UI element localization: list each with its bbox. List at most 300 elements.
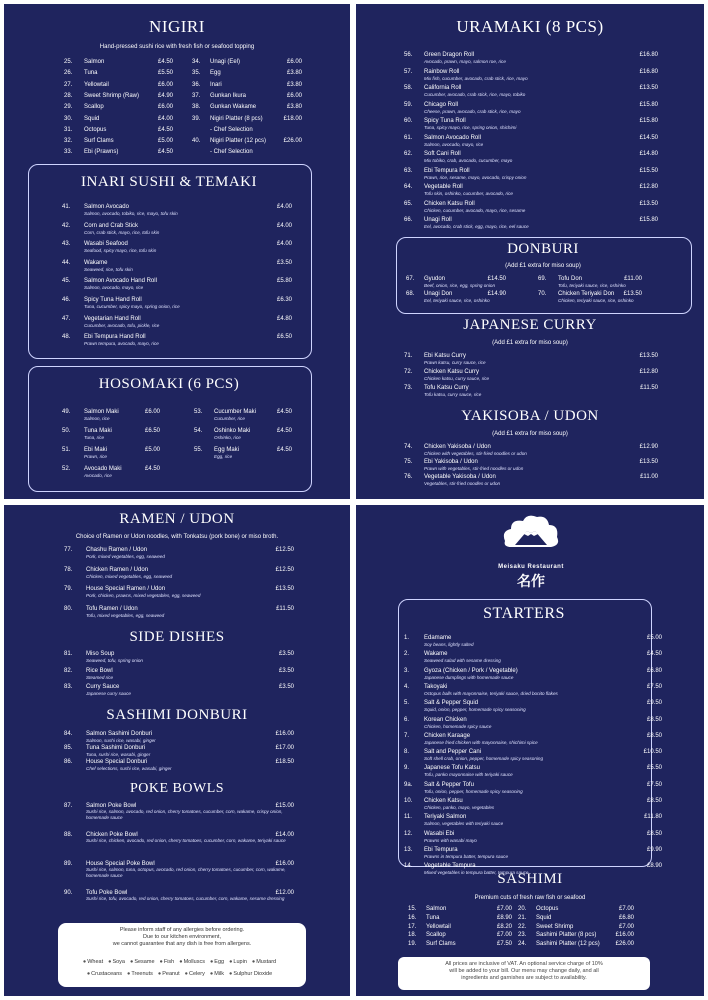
allergen-icon: ●	[108, 959, 112, 965]
item-name: Chashu Ramen / Udon	[86, 547, 148, 553]
item-description: Chicken katsu, curry sauce, rice	[424, 376, 490, 381]
item-price: £14.50	[487, 276, 506, 282]
item-price: £5.50	[157, 70, 173, 77]
menu-item	[408, 915, 512, 922]
item-price: £3.50	[278, 667, 294, 674]
item-number: 87.	[64, 803, 73, 809]
item-price: £6.80	[618, 914, 634, 921]
item-description: Chef selections, sushi rice, wasabi, ginger	[86, 766, 172, 771]
item-number: 64.	[404, 184, 413, 190]
item-description: Salmon, sushi rice, wasabi, ginger	[86, 738, 156, 743]
item-number: 31.	[64, 126, 73, 133]
item-number: 6.	[404, 716, 410, 723]
item-price: £4.50	[276, 409, 292, 415]
item-number: 90.	[64, 890, 73, 896]
item-name: Salmon Avocado Hand Roll	[84, 278, 157, 285]
item-name: Tuna	[84, 70, 98, 77]
item-number: 25.	[64, 59, 73, 65]
item-number: 75.	[404, 459, 413, 465]
item-number: 55.	[194, 447, 203, 453]
item-number: 35.	[192, 70, 201, 77]
menu-item	[64, 684, 294, 698]
item-price: £17.00	[275, 745, 294, 751]
allergen-icon: ●	[159, 959, 163, 965]
item-number: 74.	[404, 444, 413, 450]
sashimi-subtitle: Premium cuts of fresh raw fish or seafood	[474, 895, 586, 901]
item-description: Cucumber, avocado, crab stick, rice, mayo, tobiko	[424, 92, 526, 97]
item-name: Salmon Sashimi Donburi	[86, 731, 153, 737]
item-price: £7.50	[646, 781, 662, 788]
item-description: Mixed vegetables in tempura batter, tempura sauce	[424, 870, 529, 876]
menu-item	[404, 135, 658, 149]
item-name: Oshinko Maki	[214, 428, 251, 434]
item-name: Tofu Katsu Curry	[424, 385, 469, 391]
menu-item	[404, 184, 658, 198]
item-description: Chicken, teriyaki sauce, rice, oshinko	[558, 298, 634, 303]
item-name: Green Dragon Roll	[424, 52, 475, 58]
item-price: £11.00	[640, 474, 658, 480]
menu-item	[64, 116, 173, 123]
menu-item	[64, 547, 294, 561]
item-price: £10.50	[643, 749, 662, 756]
menu-item	[404, 684, 662, 698]
item-number: 42.	[62, 222, 71, 229]
item-price: £8.50	[646, 716, 662, 723]
sashimi-title: SASHIMI	[497, 871, 563, 887]
menu-item	[192, 93, 302, 100]
allergy-line-1: Please inform staff of any allergies before ordering.	[119, 927, 245, 933]
item-name: Tuna Maki	[84, 428, 112, 434]
item-price: £5.00	[157, 138, 173, 145]
item-description: Japanese dumplings with homemade sauce	[424, 674, 514, 680]
item-number: 82.	[64, 667, 73, 674]
item-number: 16.	[408, 914, 417, 921]
menu-item	[192, 104, 302, 111]
item-name: Salmon	[426, 906, 447, 912]
item-number: 83.	[64, 684, 73, 690]
item-number: 52.	[62, 466, 71, 472]
allergen-icon: ●	[229, 971, 233, 977]
item-price: £12.90	[639, 444, 658, 450]
item-name: California Roll	[424, 85, 462, 91]
item-name: Salt & Pepper Squid	[424, 700, 479, 707]
item-price: £12.80	[639, 184, 658, 190]
item-name: Egg	[210, 70, 221, 77]
item-price: £11.00	[624, 276, 642, 282]
item-name: House Special Poke Bowl	[86, 861, 155, 867]
item-price: £3.50	[276, 259, 292, 266]
item-description: Soft shell crab, onion, pepper, homemade spicy seasoning	[424, 756, 543, 762]
allergen-icon: ●	[82, 959, 87, 965]
item-price: £3.80	[286, 104, 302, 111]
item-price: £4.50	[276, 447, 292, 453]
item-price: £8.50	[646, 798, 662, 804]
item-number: 58.	[404, 85, 413, 91]
allergy-notice	[58, 927, 306, 948]
menu-item	[64, 70, 173, 77]
item-name: Scallop	[426, 932, 446, 939]
menu-item	[64, 745, 294, 759]
item-description: Salmon, vegetables with teriyaki sauce	[424, 821, 504, 827]
item-number: 62.	[404, 151, 413, 157]
menu-item	[64, 731, 294, 745]
item-description: Eel, avocado, crab stick, egg, mayo, rice, eel sauce	[424, 224, 529, 229]
allergen-legend-item	[160, 959, 175, 965]
hosomaki-title: HOSOMAKI (6 PCS)	[98, 376, 240, 392]
item-description: Cheese, prawn, avocado, crab stick, rice, mayo	[424, 108, 521, 114]
item-name: Tofu Don	[558, 276, 583, 282]
item-number: 67.	[406, 276, 415, 282]
menu-item	[64, 59, 173, 66]
item-description: Tofu, mixed vegetables, egg, seaweed	[86, 612, 165, 618]
item-number: 79.	[64, 586, 73, 592]
item-description: Seafood, spicy mayo, rice, tofu skin	[84, 248, 157, 254]
item-description: Chicken, homemade spicy sauce	[424, 723, 492, 729]
allergen-icon: ●	[209, 971, 214, 977]
allergen-icon: ●	[209, 959, 214, 965]
starters-title: STARTERS	[483, 605, 565, 622]
item-name: Salmon Poke Bowl	[86, 803, 137, 809]
item-description: Tuna, cucumber, spicy mayo, spring onion, rice	[84, 304, 180, 309]
menu-item	[64, 104, 173, 111]
menu-item	[62, 316, 292, 330]
item-description: Prawn katsu, curry sauce, rice	[424, 360, 486, 365]
item-number: 20.	[518, 906, 527, 912]
allergy-box	[58, 923, 306, 987]
item-price: £8.50	[646, 830, 662, 837]
menu-item	[62, 278, 292, 292]
item-name: Curry Sauce	[86, 684, 120, 690]
menu-item	[518, 924, 634, 931]
item-name: Vegetable Yakisoba / Udon	[424, 474, 496, 480]
item-number: 18.	[408, 932, 417, 939]
item-number: 46.	[62, 297, 71, 303]
item-number: 69.	[538, 276, 547, 282]
item-name: Wakame	[424, 651, 448, 658]
panel-top-right	[356, 4, 704, 499]
item-price: £15.80	[639, 101, 658, 108]
menu-item	[64, 759, 294, 773]
item-price: £26.00	[615, 941, 634, 948]
item-name: Ebi Tempura Roll	[424, 167, 470, 174]
allergen-legend	[62, 956, 302, 980]
allergen-legend-item	[87, 971, 122, 977]
item-name: Egg Maki	[214, 447, 240, 453]
menu-item	[404, 635, 662, 649]
item-number: 71.	[404, 353, 413, 359]
item-number: 70.	[538, 291, 547, 297]
item-name: Rice Bowl	[86, 667, 113, 674]
menu-item	[62, 260, 292, 274]
menu-item	[404, 798, 662, 812]
item-price: £8.90	[496, 914, 512, 921]
item-price: £3.80	[286, 70, 302, 77]
allergen-icon: ●	[127, 971, 131, 977]
item-number: 2.	[404, 651, 410, 658]
item-name: Octopus	[536, 906, 559, 912]
item-description: Tofu katsu, curry sauce, rice	[424, 392, 482, 397]
item-description: Sushi rice, tofu, avocado, red onion, cherry tomatoes, cucumber, corn, wakame, sesame dressing	[86, 896, 285, 901]
item-name: Tuna	[426, 914, 440, 921]
item-name: Vegetarian Hand Roll	[84, 315, 141, 322]
item-description: Seaweed, tofu, spring onion	[86, 658, 143, 663]
curry-subtitle: (Add £1 extra for miso soup)	[492, 340, 568, 346]
item-number: 5.	[404, 700, 410, 707]
menu-item	[64, 127, 173, 134]
item-price: £13.50	[275, 586, 294, 592]
item-price: £4.50	[144, 466, 160, 472]
item-price: £5.00	[144, 447, 160, 453]
item-name: Unagi Roll	[424, 217, 452, 223]
item-name: Squid	[536, 914, 552, 921]
menu-item	[64, 82, 173, 89]
item-number: 10.	[404, 798, 413, 804]
item-price: £6.00	[157, 104, 173, 111]
item-name: Surf Clams	[426, 941, 456, 948]
ramen-title: RAMEN / UDON	[119, 511, 235, 527]
item-name: Chicken Yakisoba / Udon	[424, 444, 491, 450]
item-description: Cucumber, avocado, tofu, pickle, rice	[84, 322, 160, 328]
item-number: 80.	[64, 605, 73, 612]
item-name: Tofu Poke Bowl	[86, 890, 128, 896]
menu-item	[404, 765, 662, 779]
item-price: £13.50	[639, 459, 658, 465]
item-description: Beef, onion, rice, egg, spring onion	[424, 283, 495, 288]
item-number: 61.	[404, 134, 413, 141]
allergen-icon: ●	[229, 959, 233, 965]
allergen-label: Milk	[214, 971, 224, 977]
item-number: 28.	[64, 92, 73, 99]
item-number: 19.	[408, 941, 417, 948]
item-name: Chicken Ramen / Udon	[86, 566, 149, 573]
item-number: 3.	[404, 667, 410, 674]
item-description: Chicken with vegetables, stir-fried noodles or udon	[424, 451, 527, 456]
item-description: Egg, rice	[214, 454, 233, 459]
item-name: Salmon Avocado Roll	[424, 134, 481, 141]
item-description: Oshinko, rice	[214, 435, 241, 440]
item-description: Salmon, avocado, mayo, rice	[84, 285, 144, 291]
item-name: Yellowtail	[426, 923, 451, 930]
allergen-label: Fish	[163, 959, 175, 965]
item-description: Sushi rice, salmon, tuna, octopus, avocado, red onion, cherry tomatoes, cucumber, corn, wakame, homemade sauce	[86, 867, 286, 878]
item-number: 86.	[64, 759, 73, 765]
item-price: £4.00	[276, 222, 292, 229]
item-price: £11.50	[276, 605, 294, 612]
item-number: 8.	[404, 749, 410, 756]
item-number: 15.	[408, 906, 417, 912]
item-description: Salmon, avocado, tobiko, rice, mayo, tofu skin	[84, 211, 178, 216]
item-price: £8.50	[646, 732, 662, 739]
item-number: 56.	[404, 52, 413, 58]
item-name: Gunkan Ikura	[210, 92, 247, 99]
item-name: Tuna Sashimi Donburi	[86, 745, 146, 751]
menu-item	[404, 700, 662, 714]
item-number: 30.	[64, 115, 73, 122]
item-name: Avocado Maki	[84, 466, 122, 472]
item-number: 59.	[404, 101, 413, 108]
item-description: Prawn tempura, avocado, mayo, rice	[84, 341, 159, 347]
item-name: Salmon Maki	[84, 409, 119, 415]
item-name: Salmon Avocado	[84, 204, 129, 210]
allergen-label: Sulphur Dioxide	[233, 971, 273, 977]
allergen-legend-item	[158, 971, 180, 977]
item-description: Avocado, rice	[84, 473, 112, 478]
menu-item	[404, 717, 662, 731]
menu-item	[64, 832, 294, 846]
item-description: Japanese fried chicken with mayonnaise, shichimi spice	[424, 739, 538, 745]
item-number: 12.	[404, 830, 413, 837]
menu-item	[404, 782, 662, 796]
item-description: Tofu, teriyaki sauce, rice, oshinko	[558, 283, 626, 288]
menu-item	[406, 276, 506, 290]
menu-item	[404, 201, 658, 215]
item-number: 4.	[404, 683, 410, 690]
item-price: £15.00	[275, 803, 294, 809]
item-price: £5.80	[276, 278, 292, 285]
item-name: Edamame	[424, 635, 452, 641]
sashimi-donburi-title: SASHIMI DONBURI	[106, 707, 248, 723]
item-price: £6.50	[276, 334, 292, 341]
allergen-legend-item	[210, 959, 224, 965]
item-price: £6.50	[144, 428, 160, 434]
allergen-legend-item	[252, 959, 276, 965]
item-price: £6.00	[157, 81, 173, 88]
item-description: Steamed rice	[86, 674, 114, 680]
item-price: £16.80	[639, 52, 658, 58]
item-number: 66.	[404, 217, 413, 223]
item-description: Chicken, cucumber, avocado, mayo, rice, sesame	[424, 207, 526, 213]
item-price: £9.90	[646, 846, 662, 853]
menu-item	[404, 118, 658, 132]
item-number: 37.	[192, 92, 201, 99]
allergen-label: Crustaceans	[91, 971, 123, 977]
item-name: Sweet Shrimp	[536, 923, 574, 930]
mount-fuji-logo-icon	[497, 511, 565, 559]
item-price: £7.50	[496, 941, 512, 948]
item-description: Sushi rice, chicken, avocado, red onion, cherry tomatoes, cucumber, corn, wakame, teriyaki sauce	[86, 838, 286, 843]
item-name: Ebi Maki	[84, 447, 108, 453]
item-name: Chicken Poke Bowl	[86, 832, 138, 838]
item-number: 24.	[518, 941, 527, 948]
item-description: Soy beans, lightly salted	[424, 642, 474, 647]
item-price: £14.80	[639, 151, 658, 157]
menu-item	[518, 932, 634, 939]
item-number: 44.	[62, 259, 71, 266]
item-name: House Special Ramen / Udon	[86, 586, 166, 592]
item-name: Salt and Pepper Cani	[424, 749, 482, 756]
item-number: 49.	[62, 409, 71, 415]
poke-title: POKE BOWLS	[129, 781, 225, 796]
item-name: Ebi Tempura Hand Roll	[84, 334, 146, 341]
item-name: House Special Donburi	[86, 759, 148, 765]
item-name: Surf Clams	[84, 138, 114, 145]
menu-item	[62, 334, 292, 348]
item-name: Octopus	[84, 126, 107, 133]
side-title: SIDE DISHES	[129, 629, 225, 645]
footer-line-3: ingredients and garnishes are subject to availability.	[461, 975, 587, 981]
donburi-title: DONBURI	[507, 241, 579, 257]
item-number: 65.	[404, 200, 413, 207]
menu-item	[64, 93, 173, 100]
item-price: £18.50	[275, 759, 294, 765]
item-number: 68.	[406, 291, 415, 297]
item-number: 81.	[64, 651, 73, 657]
item-name: Unagi (Eel)	[210, 59, 241, 65]
item-number: 17.	[408, 923, 417, 930]
menu-item	[404, 85, 658, 99]
item-price: £4.80	[276, 315, 292, 322]
item-number: 36.	[192, 81, 201, 88]
item-description: Mix fish, cucumber, avocado, crab stick, rice, mayo	[424, 75, 528, 81]
item-description: Pork, mixed vegetables, egg, seaweed	[86, 554, 165, 559]
item-price: £4.50	[157, 149, 173, 156]
item-price: £4.50	[646, 651, 662, 658]
item-number: 78.	[64, 566, 73, 573]
allergen-icon: ●	[130, 959, 134, 965]
menu-item	[194, 428, 292, 442]
allergen-legend-item	[127, 971, 153, 977]
item-price: £7.00	[618, 906, 634, 912]
footer-line-2: will be added to your bill. Our menu may change daily, and all	[449, 968, 599, 974]
item-name: Sweet Shrimp (Raw)	[84, 92, 140, 99]
allergen-icon: ●	[86, 971, 91, 977]
menu-item	[404, 353, 658, 367]
item-description: Prawn, rice, sesame, mayo, avocado, crispy onion	[424, 174, 527, 180]
item-name: Nigiri Platter (8 pcs)	[210, 115, 263, 122]
item-number: 21.	[518, 914, 527, 921]
menu-item	[64, 149, 173, 156]
item-price: £4.50	[157, 126, 173, 133]
item-description: Octopus balls with mayonnaise, teriyaki sauce, dried bonito flakes	[424, 690, 558, 696]
menu-item	[62, 447, 160, 461]
item-price: £13.50	[639, 353, 658, 359]
item-number: 63.	[404, 167, 413, 174]
allergen-icon: ●	[157, 971, 162, 977]
menu-item	[538, 276, 642, 290]
item-description: Tofu, panko mayonnaise with teriyaki sauce	[424, 772, 513, 778]
item-number: 9a.	[404, 781, 413, 788]
item-price: £6.80	[646, 667, 662, 674]
item-price: £15.80	[639, 217, 658, 223]
menu-item	[404, 668, 662, 682]
item-name: Chicken Karaage	[424, 732, 471, 739]
item-description: Salmon, avocado, mayo, rice	[424, 141, 484, 147]
item-price: £4.00	[276, 204, 292, 210]
menu-item	[408, 906, 512, 913]
allergy-line-2: Due to our kitchen environment,	[143, 934, 221, 940]
item-name: Sashimi Platter (12 pcs)	[536, 941, 600, 948]
nigiri-title: NIGIRI	[149, 17, 205, 36]
allergen-legend-item	[130, 959, 155, 965]
menu-item	[62, 409, 160, 423]
item-name: Corn and Crab Stick	[84, 222, 139, 229]
item-name: Squid	[84, 115, 100, 122]
item-name: Salt & Pepper Tofu	[424, 781, 474, 788]
item-name: Korean Chicken	[424, 716, 467, 723]
menu-item	[62, 297, 292, 311]
item-price: £16.00	[275, 861, 294, 867]
item-price: £16.00	[275, 731, 294, 737]
item-description: Prawn with vegetables, stir-fried noodles or udon	[424, 466, 524, 471]
menu-item	[192, 82, 302, 89]
item-number: 43.	[62, 241, 71, 248]
item-price: £8.20	[496, 923, 512, 930]
item-price: £4.00	[276, 241, 292, 248]
item-description: Avocado, prawn, mayo, salmon roe, rice	[424, 59, 506, 64]
item-price: £4.50	[157, 59, 173, 65]
allergen-icon: ●	[179, 959, 183, 965]
menu-item	[62, 223, 292, 237]
